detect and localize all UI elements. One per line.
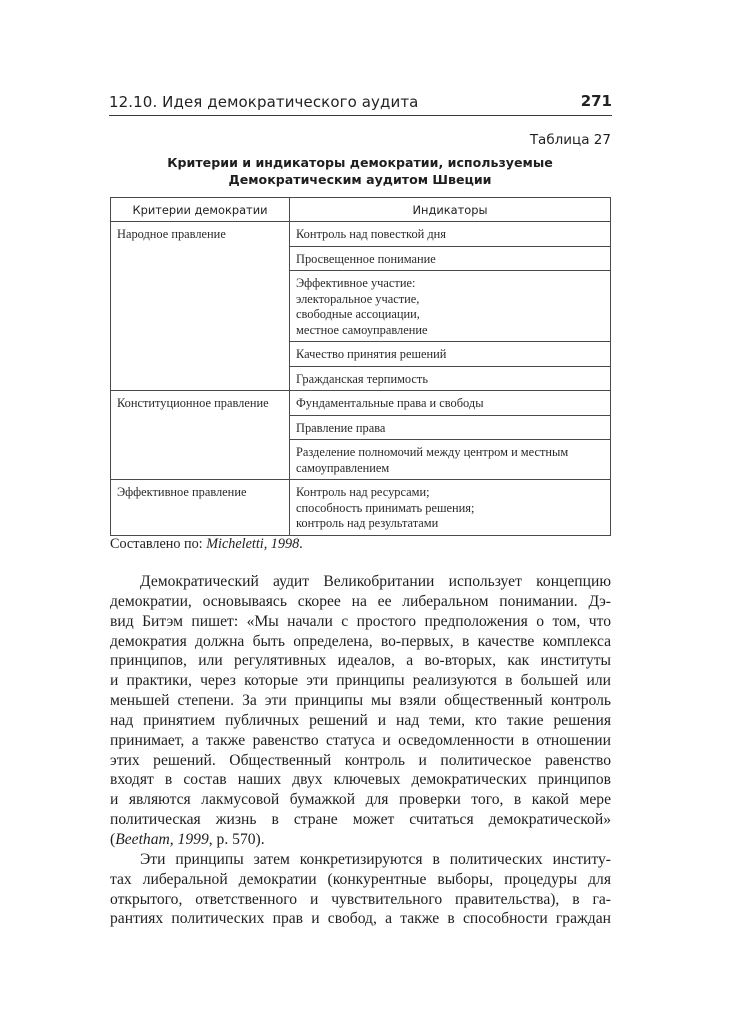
table-header-row bbox=[111, 198, 611, 222]
table-caption bbox=[110, 154, 610, 188]
paragraph: Эти принципы затем конкретизируются в политических институ- тах либеральной демократии (конкурентные выборы, процедуры для открытого, ответственного и чувствительного правительства), в га- рантиях политических прав и свобод, а также в способности граждан bbox=[110, 850, 611, 928]
indicator-cell: Контроль над повесткой дня bbox=[290, 222, 611, 247]
table-source-note: Составлено по: Micheletti, 1998. bbox=[110, 536, 303, 552]
paragraph: Демократический аудит Великобритании использует концепцию демократии, основываясь скорее на ее либеральном понимании. Дэ- вид Битэм пишет: «Мы начали с простого предположения о том, что демократия должна быть определена, во-первых, в качестве комплекса принципов, или регулятивных идеалов, а во-вторых, как институты и практики, через которые эти принципы реализуются в большей или меньшей степени. За эти принципы мы взяли общественный контроль над принятием публичных решений и над теми, кто такие решения принимает, а также равенство статуса и осведомленности в отношении этих решений. Общественный контроль и политическое равенство входят в состав наших двух ключевых демократических принципов и являются лакмусовой бумажкой для проверки того, в какой мере политическая жизнь в стране может считаться демократической» (Beetham, 1999, p. 570). bbox=[110, 573, 611, 848]
body-text bbox=[110, 572, 611, 929]
table-row bbox=[111, 222, 611, 247]
indicator-cell: Правление права bbox=[290, 415, 611, 440]
criterion-cell: Эффективное правление bbox=[111, 480, 290, 536]
running-head bbox=[109, 91, 612, 116]
criterion-cell: Народное правление bbox=[111, 222, 290, 391]
criterion-cell: Конституционное правление bbox=[111, 391, 290, 480]
table-caption-line-2: Демократическим аудитом Швеции bbox=[228, 172, 492, 187]
table-number: Таблица 27 bbox=[529, 132, 611, 148]
indicator-cell: Эффективное участие: электоральное участие, свободные ассоциации, местное самоуправление bbox=[290, 271, 611, 342]
page-number: 271 bbox=[580, 92, 612, 110]
source-reference: Micheletti, 1998 bbox=[206, 536, 300, 552]
table-row bbox=[111, 391, 611, 416]
indicator-cell: Фундаментальные права и свободы bbox=[290, 391, 611, 416]
section-title: 12.10. Идея демократического аудита bbox=[109, 93, 419, 111]
indicator-cell: Просвещенное понимание bbox=[290, 246, 611, 271]
indicator-cell: Гражданская терпимость bbox=[290, 366, 611, 391]
indicator-cell: Разделение полномочий между центром и местным самоуправлением bbox=[290, 440, 611, 480]
indicator-cell: Контроль над ресурсами; способность принимать решения; контроль над результатами bbox=[290, 480, 611, 536]
header-indicators: Индикаторы bbox=[290, 198, 611, 222]
table-caption-line-1: Критерии и индикаторы демократии, используемые bbox=[167, 155, 553, 170]
table-row bbox=[111, 480, 611, 536]
criteria-table bbox=[110, 197, 611, 536]
citation-author: Beetham, 1999 bbox=[115, 830, 209, 848]
indicator-cell: Качество принятия решений bbox=[290, 342, 611, 367]
citation: (Beetham, 1999, p. 570). bbox=[110, 830, 265, 848]
header-criteria: Критерии демократии bbox=[111, 198, 290, 222]
